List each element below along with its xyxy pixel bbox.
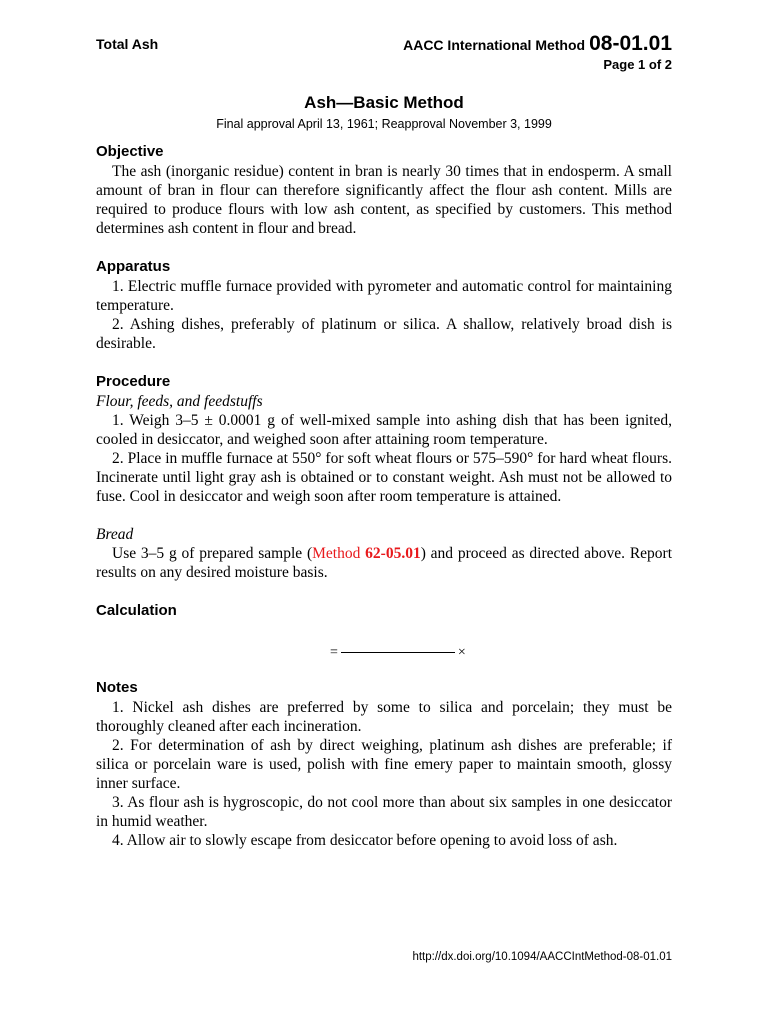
page-title: Ash—Basic Method xyxy=(304,93,464,112)
apparatus-heading: Apparatus xyxy=(96,258,171,275)
calculation-formula xyxy=(96,621,672,678)
bread-text: Use 3–5 g of prepared sample (Method 62-05.01) and proceed as directed above. Report results on any desired moisture basis. xyxy=(96,545,673,581)
objective-text: The ash (inorganic residue) content in bran is nearly 30 times that in endosperm. A small amount of bran in flour can therefore significantly affect the flour ash content. Mills are required to produce flours with low ash content, as specified by customers. This method determines ash content in flour and bread. xyxy=(96,163,672,237)
section-title: Total Ash xyxy=(96,36,159,52)
objective-heading: Objective xyxy=(96,143,164,160)
note-item: 1. Nickel ash dishes are preferred by some to silica and porcelain; they must be thoroughly cleaned after each incineration. xyxy=(96,699,672,735)
bread-subheading: Bread xyxy=(96,526,134,543)
calculation-heading: Calculation xyxy=(96,602,177,619)
note-item: 3. As flour ash is hygroscopic, do not cool more than about six samples in one desiccator in humid weather. xyxy=(96,794,672,830)
fraction-bar xyxy=(341,652,455,653)
procedure-step: 1. Weigh 3–5 ± 0.0001 g of well-mixed sample into ashing dish that has been ignited, cooled in desiccator, and weighed soon after attaining room temperature. xyxy=(96,412,672,448)
method-number: 08-01.01 xyxy=(589,32,672,55)
times-sign: × xyxy=(457,645,466,660)
method-reference-link[interactable]: Method 62-05.01 xyxy=(312,545,421,562)
procedure-step: 2. Place in muffle furnace at 550° for soft wheat flours or 575–590° for hard wheat flours. Incinerate until light gray ash is obtained or to constant weight. Ash must not be allowed to fuse. Cool in desiccator and weigh soon after room temperature is attained. xyxy=(96,450,672,505)
organization-label: AACC International Method xyxy=(403,37,586,53)
method-header xyxy=(403,32,672,72)
page-indicator: Page 1 of 2 xyxy=(603,57,672,72)
apparatus-item: 2. Ashing dishes, preferably of platinum or silica. A shallow, relatively broad dish is desirable. xyxy=(96,316,672,352)
equals-sign: = xyxy=(330,645,338,660)
notes-heading: Notes xyxy=(96,679,138,696)
document-body xyxy=(96,142,672,850)
approval-dates: Final approval April 13, 1961; Reapproval November 3, 1999 xyxy=(216,117,552,131)
apparatus-item: 1. Electric muffle furnace provided with pyrometer and automatic control for maintaining temperature. xyxy=(96,278,672,314)
note-item: 2. For determination of ash by direct weighing, platinum ash dishes are preferable; if silica or porcelain ware is used, polish with fine emery paper to maintain smooth, glossy inner surface. xyxy=(96,737,672,792)
doi-link[interactable]: http://dx.doi.org/10.1094/AACCIntMethod-08-01.01 xyxy=(412,951,672,963)
procedure-heading: Procedure xyxy=(96,373,171,390)
note-item: 4. Allow air to slowly escape from desiccator before opening to avoid loss of ash. xyxy=(112,832,618,849)
document-page xyxy=(96,0,672,1024)
flour-subheading: Flour, feeds, and feedstuffs xyxy=(96,393,263,410)
